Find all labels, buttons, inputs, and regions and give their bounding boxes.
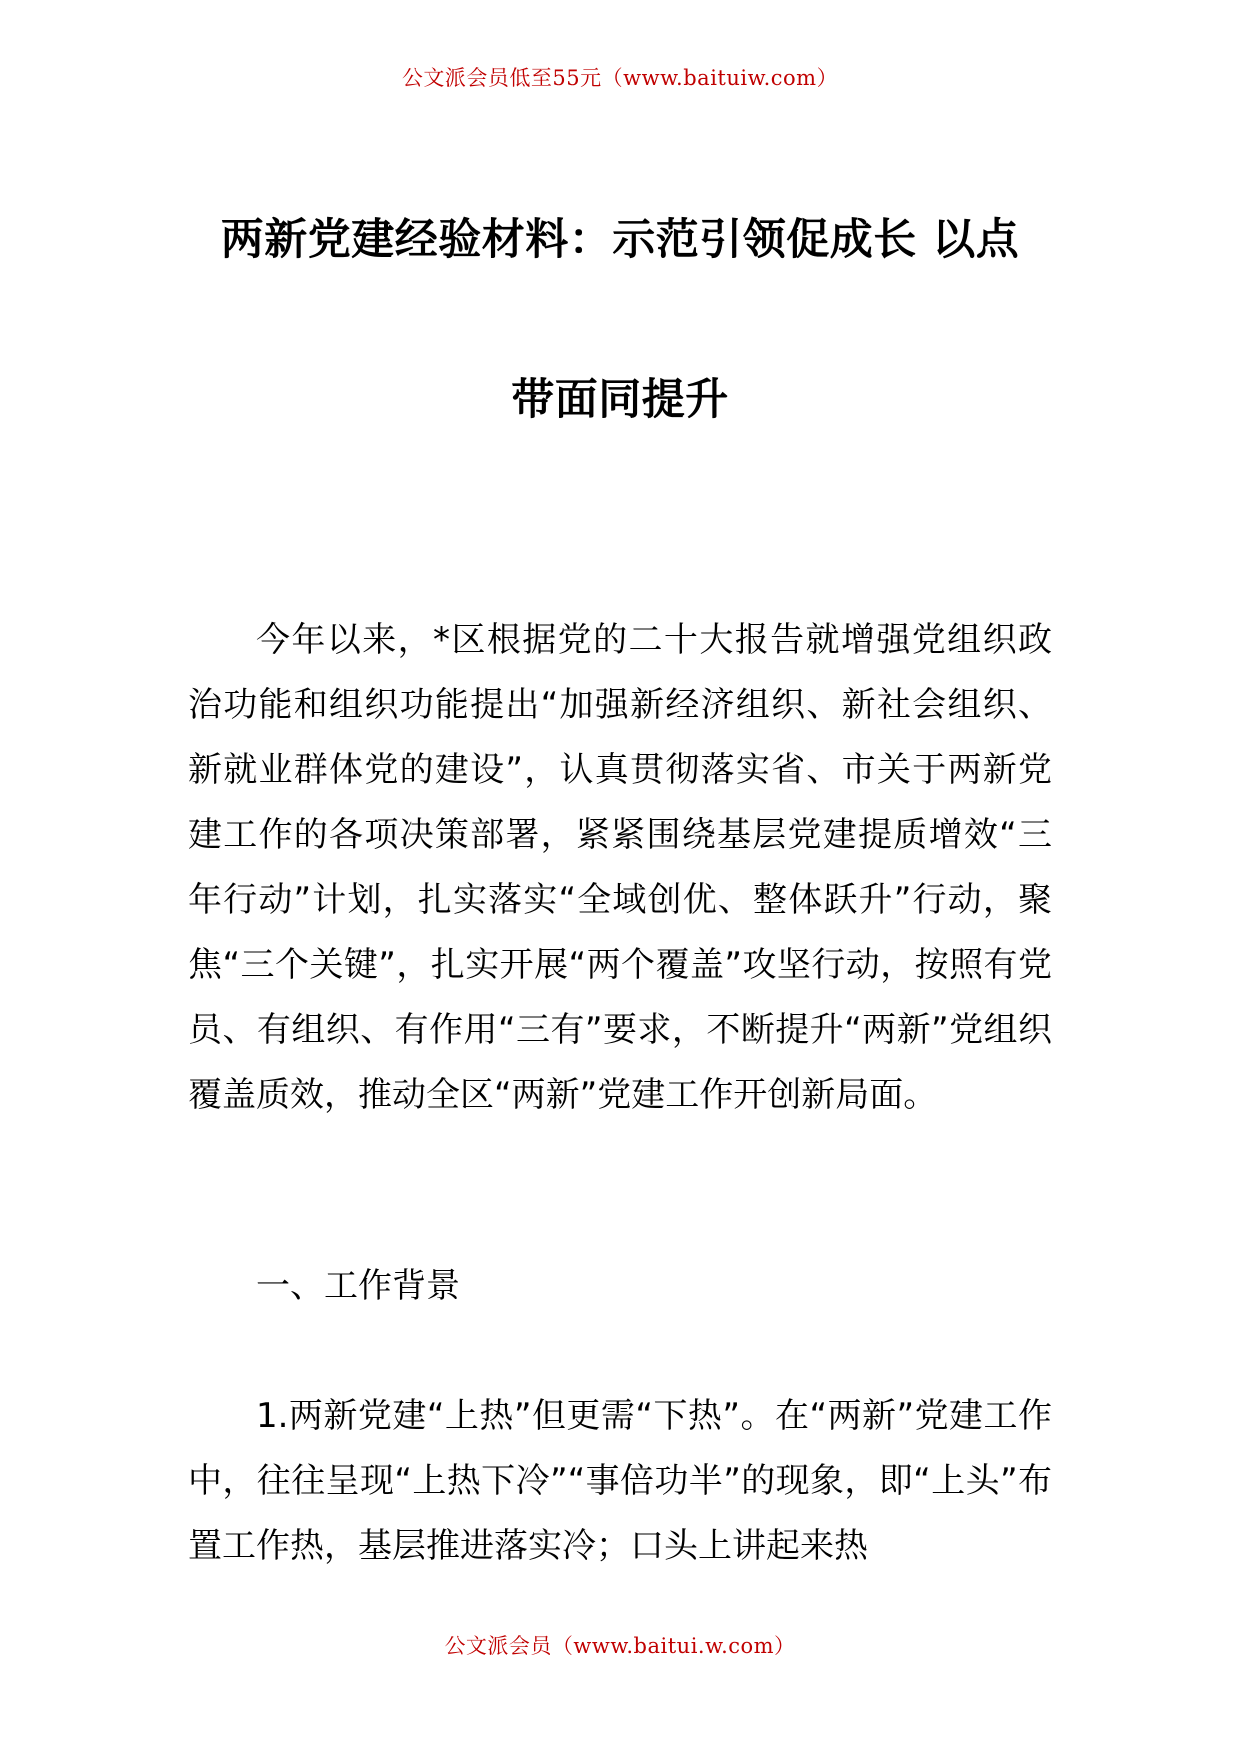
- point-1-paragraph-block: [188, 1384, 1052, 1579]
- intro-paragraph: 今年以来，*区根据党的二十大报告就增强党组织政治功能和组织功能提出“加强新经济组织、新社会组织、新就业群体党的建设”，认真贯彻落实省、市关于两新党建工作的各项决策部署，紧紧围绕基层党建提质增效“三年行动”计划，扎实落实“全域创优、整体跃升”行动，聚焦“三个关键”，扎实开展“两个覆盖”攻坚行动，按照有党员、有组织、有作用“三有”要求，不断提升“两新”党组织覆盖质效，推动全区“两新”党建工作开创新局面。: [188, 620, 1052, 1115]
- point-1-paragraph: 1.两新党建“上热”但更需“下热”。在“两新”党建工作中，往往呈现“上热下冷”“事倍功半”的现象，即“上头”布置工作热，基层推进落实冷；口头上讲起来热: [188, 1396, 1052, 1566]
- document-title-line-2: 带面同提升: [511, 375, 729, 425]
- section-heading-block: [188, 1254, 1052, 1319]
- document-title-line-1: 两新党建经验材料：示范引领促成长 以点: [220, 215, 1020, 265]
- intro-paragraph-block: [188, 608, 1052, 1128]
- section-heading-background: 一、工作背景: [256, 1266, 460, 1306]
- header-watermark-note: 公文派会员低至55元（www.baituiw.com）: [401, 66, 839, 90]
- footer-watermark-note: 公文派会员（www.baitui.w.com）: [444, 1634, 796, 1658]
